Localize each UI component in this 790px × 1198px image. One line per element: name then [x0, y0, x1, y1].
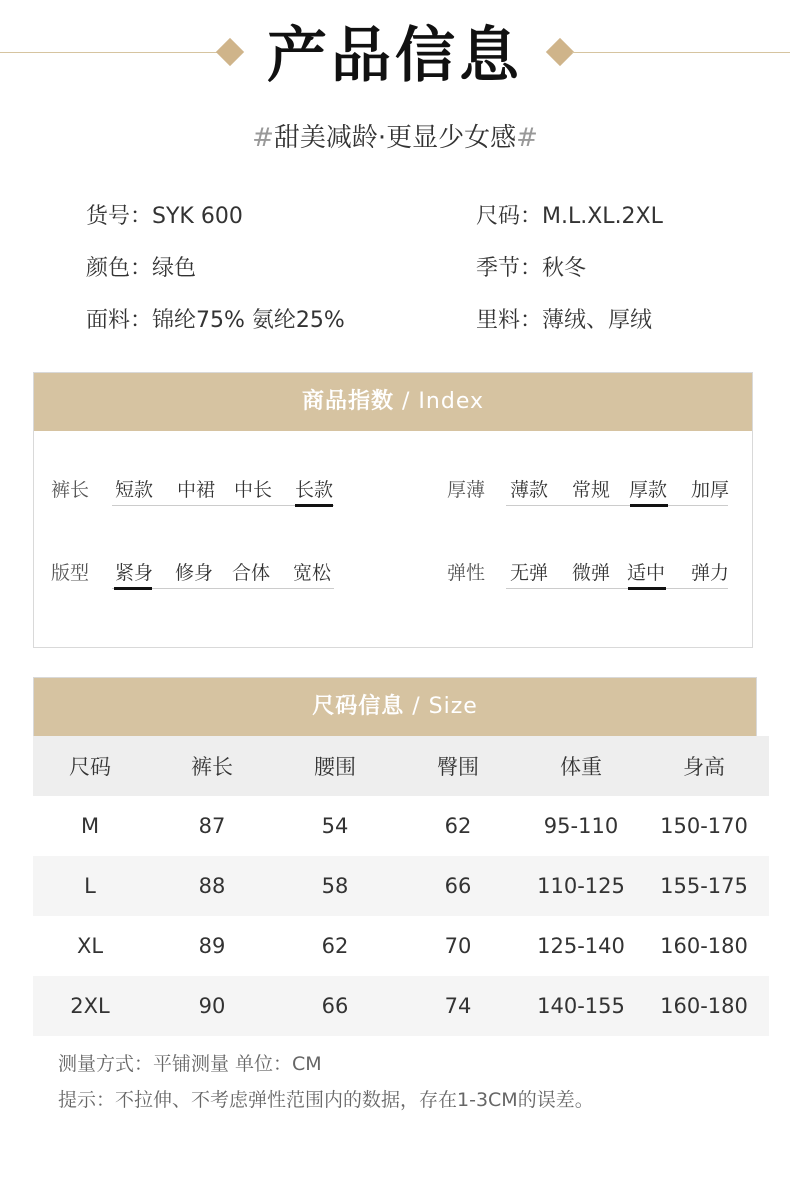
subtitle [0, 120, 790, 156]
tip-note: 提示：不拉伸、不考虑弹性范围内的数据，存在1-3CM的误差。 [58, 1089, 594, 1111]
size-col-header: 腰围 [277, 736, 393, 796]
table-row [33, 916, 769, 976]
info-item-fabric [86, 306, 345, 336]
info-key: 里料： [476, 308, 543, 333]
index-selected-marker [295, 504, 333, 507]
info-item-size [476, 202, 663, 232]
index-panel [33, 372, 753, 648]
subtitle-text: 甜美减龄·更显少女感 [273, 123, 517, 153]
size-cell: 95-110 [523, 796, 639, 856]
size-cell: XL [33, 916, 147, 976]
index-label-fit: 版型 [51, 562, 90, 584]
index-option: 加厚 [690, 479, 729, 501]
measure-note: 测量方式：平铺测量 单位：CM [58, 1053, 322, 1075]
size-cell: 160-180 [639, 916, 769, 976]
index-option: 弹力 [690, 562, 729, 584]
index-selected-marker [630, 504, 668, 507]
size-panel-header [34, 678, 756, 736]
table-row [33, 856, 769, 916]
info-value: 绿色 [152, 256, 197, 281]
size-cell: 58 [277, 856, 393, 916]
info-value: 秋冬 [542, 256, 587, 281]
index-option: 合体 [231, 562, 270, 584]
info-value: 薄绒、厚绒 [542, 308, 653, 333]
index-track [506, 505, 728, 506]
size-cell: 74 [393, 976, 523, 1036]
size-cell: 54 [277, 796, 393, 856]
info-value: M.L.XL.2XL [542, 204, 663, 229]
index-option-selected: 厚款 [628, 479, 667, 501]
index-selected-marker [114, 587, 152, 590]
info-item-season [476, 254, 586, 284]
size-cell: 160-180 [639, 976, 769, 1036]
info-key: 季节： [476, 256, 543, 281]
info-key: 货号： [86, 204, 153, 229]
info-key: 面料： [86, 308, 153, 333]
index-option: 薄款 [509, 479, 548, 501]
size-table-header-row [33, 736, 769, 796]
index-label-thickness: 厚薄 [447, 479, 486, 501]
index-label-length: 裤长 [51, 479, 90, 501]
size-cell: 125-140 [523, 916, 639, 976]
index-option: 中裙 [176, 479, 215, 501]
size-cell: 155-175 [639, 856, 769, 916]
size-cell: 66 [277, 976, 393, 1036]
index-option: 无弹 [509, 562, 548, 584]
index-option: 短款 [114, 479, 153, 501]
size-cell: 90 [147, 976, 277, 1036]
size-cell: 70 [393, 916, 523, 976]
index-title-cn: 商品指数 [302, 389, 395, 414]
info-key: 尺码： [476, 204, 543, 229]
info-item-lining [476, 306, 652, 336]
size-cell: 2XL [33, 976, 147, 1036]
index-option-selected: 长款 [294, 479, 333, 501]
size-cell: M [33, 796, 147, 856]
size-cell: 140-155 [523, 976, 639, 1036]
table-row [33, 976, 769, 1036]
index-track [506, 588, 728, 589]
info-key: 颜色： [86, 256, 153, 281]
index-selected-marker [628, 587, 666, 590]
index-option-selected: 紧身 [114, 562, 153, 584]
size-title-sep: / [404, 694, 429, 719]
index-option-selected: 适中 [626, 562, 665, 584]
size-col-header: 裤长 [147, 736, 277, 796]
header-divider-right [572, 52, 790, 53]
size-col-header: 身高 [639, 736, 769, 796]
subtitle-hash-right: # [516, 123, 538, 153]
size-cell: 66 [393, 856, 523, 916]
index-panel-header [34, 373, 752, 431]
size-col-header: 体重 [523, 736, 639, 796]
size-cell: 89 [147, 916, 277, 976]
index-label-elasticity: 弹性 [447, 562, 486, 584]
index-title-sep: / [394, 389, 419, 414]
info-item-color [86, 254, 196, 284]
size-cell: L [33, 856, 147, 916]
size-cell: 110-125 [523, 856, 639, 916]
info-value: 锦纶75% 氨纶25% [152, 308, 345, 333]
size-cell: 62 [277, 916, 393, 976]
size-table [33, 736, 769, 1036]
subtitle-hash-left: # [252, 123, 274, 153]
page-title: 产品信息 [267, 21, 523, 91]
index-option: 宽松 [292, 562, 331, 584]
index-option: 中长 [233, 479, 272, 501]
size-cell: 150-170 [639, 796, 769, 856]
size-col-header: 臀围 [393, 736, 523, 796]
size-cell: 88 [147, 856, 277, 916]
size-title-cn: 尺码信息 [312, 694, 405, 719]
size-cell: 87 [147, 796, 277, 856]
table-row [33, 796, 769, 856]
info-item-sku [86, 202, 243, 232]
index-option: 微弹 [571, 562, 610, 584]
size-title-en: Size [428, 694, 478, 719]
index-title-en: Index [418, 389, 484, 414]
info-value: SYK 600 [152, 204, 243, 229]
index-option: 修身 [174, 562, 213, 584]
size-cell: 62 [393, 796, 523, 856]
size-col-header: 尺码 [33, 736, 147, 796]
index-option: 常规 [571, 479, 610, 501]
